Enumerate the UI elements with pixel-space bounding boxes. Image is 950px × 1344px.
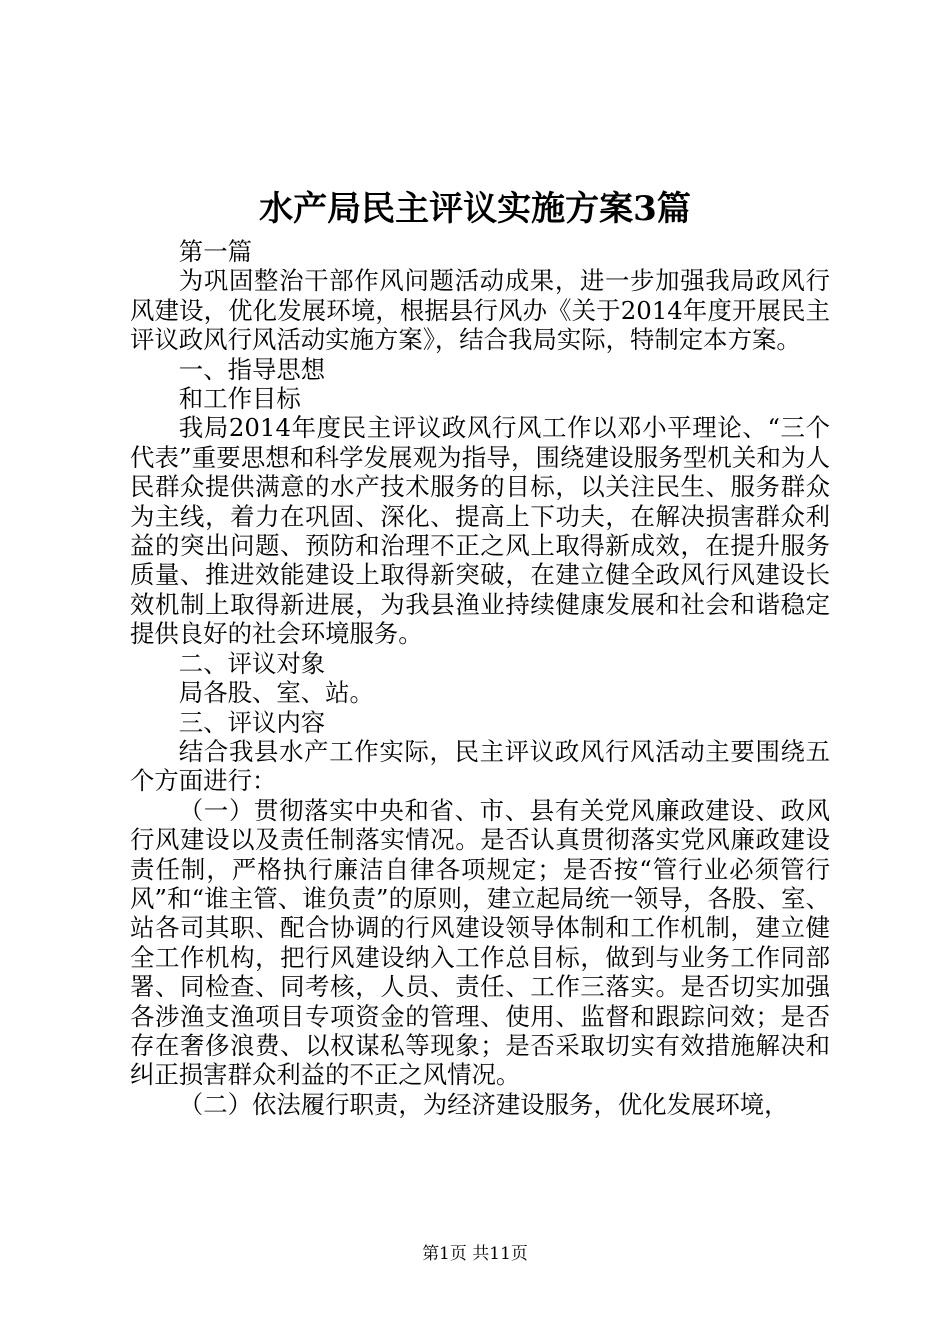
paragraph: 为巩固整治干部作风问题活动成果，进一步加强我局政风行风建设，优化发展环境，根据县行风办《关于2014年度开展民主评议政风行风活动实施方案》，结合我局实际，特制定本方案。 [130, 266, 830, 355]
section-heading: 一、指导思想 [178, 354, 326, 384]
paragraph: （一）贯彻落实中央和省、市、县有关党风廉政建设、政风行风建设以及责任制落实情况。是否认真贯彻落实党风廉政建设责任制，严格执行廉洁自律各项规定；是否按“管行业必须管行风”和“谁主管、谁负责”的原则，建立起局统一领导，各股、室、站各司其职、配合协调的行风建设领导体制和工作机制，建立健全工作机构，把行风建设纳入工作总目标，做到与业务工作同部署、同检查、同考核，人员、责任、工作三落实。是否切实加强各涉渔支渔项目专项资金的管理、使用、监督和跟踪问效；是否存在奢侈浪费、以权谋私等现象；是否采取切实有效措施解决和纠正损害群众利益的不正之风情况。 [130, 795, 830, 1090]
paragraph: （二）依法履行职责，为经济建设服务，优化发展环境， [178, 1089, 789, 1119]
paragraph: 结合我县水产工作实际，民主评议政风行风活动主要围绕五个方面进行： [130, 736, 830, 796]
paragraph: 局各股、室、站。 [178, 678, 374, 708]
document-body [130, 237, 830, 1119]
page-footer: 第1页 共11页 [422, 1244, 528, 1264]
section-heading: 第一篇 [178, 237, 252, 266]
document-title: 水产局民主评议实施方案3篇 [259, 189, 691, 229]
section-heading: 三、评议内容 [178, 707, 326, 737]
section-heading: 二、评议对象 [178, 648, 326, 678]
section-heading: 和工作目标 [178, 384, 301, 414]
paragraph: 我局2014年度民主评议政风行风工作以邓小平理论、“三个代表”重要思想和科学发展观为指导，围绕建设服务型机关和为人民群众提供满意的水产技术服务的目标，以关注民生、服务群众为主线，着力在巩固、深化、提高上下功夫，在解决损害群众利益的突出问题、预防和治理不正之风上取得新成效，在提升服务质量、推进效能建设上取得新突破，在建立健全政风行风建设长效机制上取得新进展，为我县渔业持续健康发展和社会和谐稳定提供良好的社会环境服务。 [130, 413, 830, 649]
